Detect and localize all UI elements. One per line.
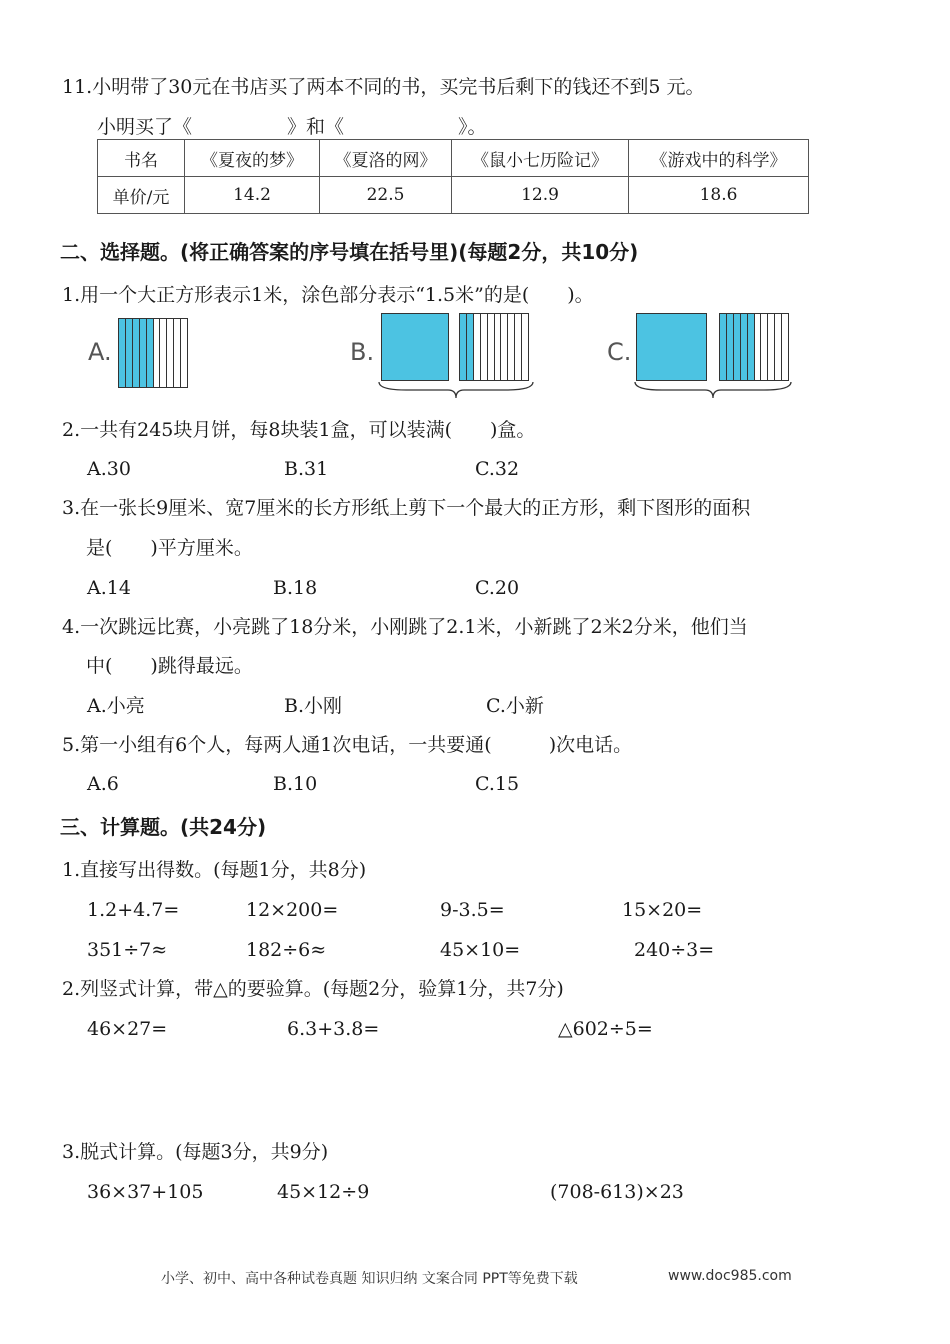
s3-q1-item: 12×200= bbox=[246, 899, 339, 921]
s3-q2-item: 46×27= bbox=[87, 1018, 168, 1040]
s2-q5-option-a: A.6 bbox=[87, 773, 119, 795]
s2-q4-option-b: B.小刚 bbox=[284, 695, 343, 717]
s3-q1-item: 240÷3= bbox=[634, 939, 715, 961]
table-cell: 《鼠小七历险记》 bbox=[452, 140, 629, 177]
s2-q3-text-cont: 是( )平方厘米。 bbox=[86, 537, 253, 559]
table-cell: 《游戏中的科学》 bbox=[629, 140, 809, 177]
s3-q2-text: 2.列竖式计算，带△的要验算。(每题2分，验算1分，共7分) bbox=[62, 978, 564, 1000]
table-row bbox=[98, 140, 809, 177]
book-price-table bbox=[97, 139, 809, 214]
s2-q2-text: 2.一共有245块月饼，每8块装1盒，可以装满( )盒。 bbox=[62, 419, 536, 441]
s2-q2-option-a: A.30 bbox=[87, 458, 131, 480]
option-a-strip-square bbox=[118, 318, 188, 388]
option-b-brace bbox=[376, 380, 536, 400]
section2-title: 二、选择题。(将正确答案的序号填在括号里)(每题2分，共10分) bbox=[60, 240, 639, 264]
s2-q4-option-a: A.小亮 bbox=[87, 695, 145, 717]
option-b-strip-square bbox=[459, 313, 529, 381]
option-a-label: A. bbox=[88, 338, 112, 366]
s2-q2-option-c: C.32 bbox=[475, 458, 520, 480]
option-c-brace bbox=[632, 380, 794, 400]
s2-q2-option-b: B.31 bbox=[284, 458, 329, 480]
s3-q1-item: 9-3.5= bbox=[440, 899, 505, 921]
section3-title: 三、计算题。(共24分) bbox=[60, 815, 267, 839]
s3-q1-item: 182÷6≈ bbox=[246, 939, 327, 961]
s3-q2-item: 6.3+3.8= bbox=[287, 1018, 380, 1040]
table-cell: 书名 bbox=[98, 140, 185, 177]
table-cell: 18.6 bbox=[629, 177, 809, 214]
s3-q1-item: 1.2+4.7= bbox=[87, 899, 180, 921]
option-b-full-square bbox=[381, 313, 449, 381]
table-row bbox=[98, 177, 809, 214]
s2-q5-option-b: B.10 bbox=[273, 773, 318, 795]
option-c-label: C. bbox=[607, 338, 632, 366]
table-cell: 《夏洛的网》 bbox=[320, 140, 452, 177]
s3-q3-text: 3.脱式计算。(每题3分，共9分) bbox=[62, 1141, 329, 1163]
s3-q1-item: 45×10= bbox=[440, 939, 521, 961]
s2-q4-text: 4.一次跳远比赛，小亮跳了18分米，小刚跳了2.1米，小新跳了2米2分米，他们当 bbox=[62, 616, 748, 638]
table-cell: 12.9 bbox=[452, 177, 629, 214]
s2-q4-text-cont: 中( )跳得最远。 bbox=[86, 655, 253, 677]
table-cell: 《夏夜的梦》 bbox=[185, 140, 320, 177]
s2-q5-text: 5.第一小组有6个人，每两人通1次电话，一共要通( )次电话。 bbox=[62, 734, 633, 756]
q11-text: 11.小明带了30元在书店买了两本不同的书，买完书后剩下的钱还不到5 元。 bbox=[62, 76, 705, 98]
table-cell: 单价/元 bbox=[98, 177, 185, 214]
s3-q1-text: 1.直接写出得数。(每题1分，共8分) bbox=[62, 859, 367, 881]
footer-url[interactable]: www.doc985.com bbox=[668, 1268, 792, 1284]
q11-answer-line: 小明买了《 》和《 》。 bbox=[97, 116, 487, 138]
s2-q3-option-c: C.20 bbox=[475, 577, 520, 599]
option-c-strip-square bbox=[719, 313, 789, 381]
s3-q3-item: 45×12÷9 bbox=[277, 1181, 370, 1203]
option-c-full-square bbox=[636, 313, 707, 381]
s3-q1-item: 15×20= bbox=[622, 899, 703, 921]
s3-q3-item: (708-613)×23 bbox=[550, 1181, 684, 1203]
s2-q1-text: 1.用一个大正方形表示1米，涂色部分表示“1.5米”的是( )。 bbox=[62, 284, 594, 306]
s2-q5-option-c: C.15 bbox=[475, 773, 520, 795]
s3-q2-item: △602÷5= bbox=[558, 1018, 653, 1040]
footer-text: 小学、初中、高中各种试卷真题 知识归纳 文案合同 PPT等免费下载 bbox=[161, 1271, 578, 1287]
option-b-label: B. bbox=[350, 338, 375, 366]
s3-q1-item: 351÷7≈ bbox=[87, 939, 168, 961]
s2-q3-text: 3.在一张长9厘米、宽7厘米的长方形纸上剪下一个最大的正方形，剩下图形的面积 bbox=[62, 497, 751, 519]
s3-q3-item: 36×37+105 bbox=[87, 1181, 204, 1203]
s2-q4-option-c: C.小新 bbox=[486, 695, 544, 717]
table-cell: 22.5 bbox=[320, 177, 452, 214]
s2-q3-option-a: A.14 bbox=[87, 577, 131, 599]
s2-q3-option-b: B.18 bbox=[273, 577, 318, 599]
table-cell: 14.2 bbox=[185, 177, 320, 214]
